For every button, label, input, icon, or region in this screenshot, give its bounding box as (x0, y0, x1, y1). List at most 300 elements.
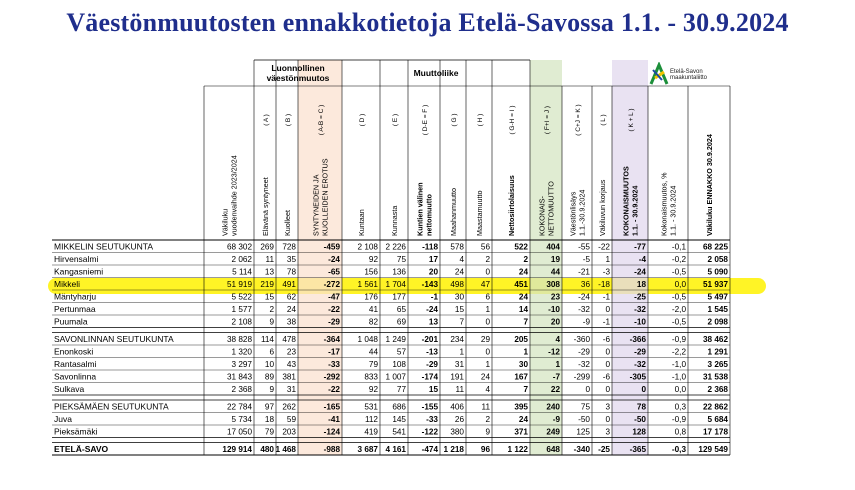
table-cell: 38 828 (226, 335, 252, 344)
table-row-name: Mikkeli (54, 279, 80, 289)
table-cell: 2 (485, 415, 490, 424)
table-cell: 205 (514, 335, 528, 344)
table-cell: -143 (421, 280, 438, 289)
table-cell: 68 225 (702, 242, 728, 252)
table-cell: 5 090 (707, 267, 728, 277)
table-cell: -272 (323, 280, 340, 289)
table-cell: 15 (454, 305, 464, 314)
table-cell: 35 (286, 255, 296, 264)
table-cell: -360 (573, 335, 590, 344)
table-cell: 79 (264, 427, 274, 437)
table-cell: 11 (265, 255, 274, 264)
column-header-label: Väkiluvun korjaus (598, 179, 607, 236)
table-cell: -0,9 (671, 415, 686, 424)
table-cell: 9 (485, 427, 490, 437)
table-cell: 29 (480, 335, 490, 344)
table-cell: 1 320 (231, 347, 252, 357)
table-cell: 156 (364, 267, 378, 277)
table-cell: 234 (450, 335, 464, 344)
table-cell: 203 (282, 427, 296, 437)
table-cell: -0,3 (671, 445, 686, 454)
table-cell: -9 (552, 415, 560, 424)
table-cell: 75 (396, 255, 406, 264)
column-letter: ( C+J = K ) (575, 104, 582, 136)
table-cell: 191 (450, 372, 464, 382)
table-cell: 6 (485, 292, 490, 302)
table-cell: 269 (260, 242, 274, 252)
table-cell: 65 (396, 305, 406, 314)
table-row-name: MIKKELIN SEUTUKUNTA (54, 241, 154, 252)
table-cell: -459 (323, 242, 340, 252)
table-cell: 1 (605, 255, 610, 264)
table-cell: 0,0 (674, 385, 686, 394)
table-cell: 24 (286, 305, 296, 314)
table-cell: 108 (392, 360, 406, 369)
table-cell: -6 (602, 335, 610, 344)
table-cell: -32 (578, 305, 590, 314)
table-cell: 0 (485, 317, 490, 327)
table-cell: 2 (523, 255, 528, 264)
table-cell: 1 249 (385, 335, 406, 344)
table-cell: 51 937 (702, 280, 728, 289)
table-cell: 129 549 (698, 445, 728, 454)
table-cell: -155 (421, 402, 438, 412)
table-cell: 7 (523, 385, 528, 394)
table-cell: 0 (605, 360, 610, 369)
table-cell: -118 (422, 242, 438, 252)
table-cell: 176 (364, 292, 378, 302)
table-cell: 7 (459, 317, 464, 327)
table-cell: 4 161 (385, 445, 406, 454)
table-row-name: Pieksämäki (54, 426, 98, 437)
table-cell: -474 (421, 445, 438, 454)
table-row-name: Juva (54, 414, 72, 424)
table-cell: 36 (580, 280, 590, 289)
column-letter: ( A-B = C ) (318, 104, 325, 136)
table-cell: 11 (481, 402, 490, 412)
column-header-label: Kuolleet (283, 210, 292, 236)
table-cell: 833 (364, 372, 378, 382)
table-cell: 308 (546, 280, 560, 289)
table-cell: 5 497 (707, 292, 728, 302)
table-cell: 57 (396, 347, 406, 357)
table-cell: -364 (323, 335, 340, 344)
table-cell: 17 (428, 255, 438, 264)
table-cell: -29 (426, 360, 438, 369)
table-cell: 145 (392, 415, 406, 424)
table-cell: 38 462 (702, 335, 728, 344)
table-cell: 419 (364, 427, 378, 437)
table-cell: 17 050 (226, 427, 252, 437)
table-cell: 125 (576, 427, 590, 437)
table-cell: 13 (428, 317, 438, 327)
table-cell: 480 (260, 445, 274, 454)
table-cell: 18 (264, 415, 274, 424)
table-cell: -0,5 (671, 317, 686, 327)
table-cell: 1 (485, 360, 490, 369)
table-cell: -13 (426, 347, 438, 357)
column-header-label: Maastamuutto (475, 190, 484, 236)
table-cell: 9 (269, 385, 274, 394)
table-row-name: ETELÄ-SAVO (54, 444, 109, 454)
table-cell: 0 (605, 347, 610, 357)
table-cell: 2 368 (231, 385, 252, 394)
table-cell: 3 (605, 402, 610, 412)
table-cell: 11 (455, 385, 464, 394)
table-cell: 404 (546, 242, 560, 252)
table-cell: 3 (605, 427, 610, 437)
table-cell: -22 (598, 242, 610, 252)
column-header-label: Kokonaismuutos, % (659, 172, 669, 236)
table-cell: 6 (269, 347, 274, 357)
column-header-label: Väkiluku ENNAKKO 30.9.2024 (705, 134, 714, 236)
column-header-label: KOKONAISMUUTOS (621, 166, 631, 236)
table-cell: -174 (421, 372, 438, 382)
table-cell: 1 577 (231, 305, 252, 314)
table-cell: 0 (605, 415, 610, 424)
table-cell: -21 (578, 267, 590, 277)
table-cell: 5 114 (232, 267, 252, 277)
table-cell: 13 (264, 267, 274, 277)
column-header-label: Maahanmuutto (449, 188, 458, 236)
table-cell: 78 (286, 267, 296, 277)
table-cell: 30 (454, 292, 464, 302)
table-cell: -201 (421, 335, 438, 344)
table-cell: -4 (638, 255, 646, 264)
table-cell: 129 914 (222, 445, 252, 454)
column-letter: ( K + L ) (628, 108, 635, 132)
table-cell: 128 (632, 427, 646, 437)
table-cell: 249 (546, 427, 560, 437)
table-cell: 5 684 (707, 415, 728, 424)
table-cell: 2 058 (707, 255, 728, 264)
table-cell: 1 561 (357, 280, 378, 289)
table-cell: 4 (485, 385, 490, 394)
table-cell: -29 (578, 347, 590, 357)
table-cell: 20 (550, 317, 560, 327)
table-cell: 2 062 (231, 255, 252, 264)
table-cell: 0,8 (674, 427, 686, 437)
column-header-label: Nettosiirtolaisuus (507, 175, 516, 236)
table-cell: 44 (368, 347, 378, 357)
table-cell: -2,2 (671, 347, 686, 357)
column-letter: ( A ) (263, 114, 270, 126)
table-cell: 77 (396, 385, 406, 394)
table-cell: 24 (518, 292, 528, 302)
table-cell: 3 297 (231, 360, 252, 369)
table-row-name: Puumala (54, 316, 88, 327)
table-cell: 2 (485, 255, 490, 264)
table-cell: -365 (629, 445, 646, 454)
table-cell: 23 (286, 347, 296, 357)
table-cell: 75 (580, 402, 590, 412)
table-cell: 2 226 (385, 242, 406, 252)
table-cell: -77 (634, 242, 646, 252)
column-letter: ( F+I = J ) (544, 105, 551, 135)
table-cell: 97 (264, 402, 274, 412)
table-cell: 0,3 (674, 402, 686, 412)
table-cell: 10 (264, 360, 274, 369)
table-cell: 4 (555, 335, 560, 344)
table-cell: 728 (282, 242, 296, 252)
table-cell: -988 (323, 445, 340, 454)
table-cell: 51 919 (226, 280, 252, 289)
table-cell: 240 (546, 402, 560, 412)
column-header-label: Väkiluku (220, 208, 230, 236)
column-header-label: KOKONAIS- (537, 196, 547, 236)
table-cell: -2,0 (671, 305, 686, 314)
table-cell: 0 (585, 385, 590, 394)
table-cell: 136 (392, 267, 406, 277)
table-cell: 1 (523, 347, 528, 357)
table-cell: -25 (598, 445, 610, 454)
table-cell: -122 (421, 427, 438, 437)
column-header-label: 1.1.-30.9.2024 (577, 189, 587, 236)
table-cell: -32 (578, 360, 590, 369)
group-header-natural: Luonnollinen (271, 63, 325, 73)
table-cell: -10 (548, 305, 560, 314)
table-cell: 1 468 (275, 445, 296, 454)
table-cell: -5 (582, 255, 590, 264)
table-row-name: Savonlinna (54, 371, 97, 382)
table-cell: -1 (602, 317, 610, 327)
column-header-label: NETTOMUUTTO (546, 181, 556, 236)
page-title: Väestönmuutosten ennakkotietoja Etelä-Savossa 1.1. - 30.9.2024 (66, 8, 789, 37)
table-row-name: Enonkoski (54, 346, 94, 357)
table-cell: -3 (602, 267, 610, 277)
table-cell: 1 (485, 305, 490, 314)
table-row-name: Mäntyharju (54, 291, 97, 302)
table-cell: -50 (634, 415, 646, 424)
table-cell: 406 (450, 402, 464, 412)
table-cell: -0,9 (671, 335, 686, 344)
table-cell: 9 (269, 317, 274, 327)
table-cell: -165 (323, 402, 340, 412)
table-cell: 22 (550, 385, 560, 394)
table-cell: 112 (364, 415, 378, 424)
table-cell: -24 (426, 305, 438, 314)
table-cell: 1 291 (707, 347, 728, 357)
table-cell: 522 (514, 242, 528, 252)
table-cell: -124 (323, 427, 340, 437)
table-cell: 3 687 (357, 445, 378, 454)
table-cell: 1 704 (385, 280, 406, 289)
table-cell: 5 734 (231, 415, 252, 424)
table-cell: -1 (430, 292, 438, 302)
table-cell: -292 (323, 372, 340, 382)
table-row-name: Rantasalmi (54, 359, 97, 369)
table-row-name: SAVONLINNAN SEUTUKUNTA (54, 334, 174, 344)
table-cell: 177 (392, 292, 406, 302)
table-cell: -0,5 (671, 267, 686, 277)
table-cell: -25 (634, 292, 646, 302)
table-cell: 56 (480, 242, 490, 252)
table-cell: 18 (636, 280, 646, 289)
table-cell: 59 (286, 415, 296, 424)
table-cell: -7 (552, 372, 560, 382)
column-header-label: 1.1. - 30.9.2024 (668, 185, 678, 236)
table-cell: 92 (368, 255, 378, 264)
table-cell: 1 545 (707, 305, 728, 314)
table-cell: -32 (634, 360, 646, 369)
table-cell: -366 (629, 335, 646, 344)
table-cell: 82 (368, 317, 378, 327)
group-header-migration: Muuttoliike (413, 68, 459, 78)
table-cell: -1 (602, 292, 610, 302)
table-cell: -299 (573, 372, 590, 382)
table-cell: 19 (550, 255, 560, 264)
table-row-name: Hirvensalmi (54, 254, 99, 264)
table-cell: 78 (636, 402, 646, 412)
table-cell: 22 862 (702, 402, 728, 412)
table-cell: -0,5 (671, 292, 686, 302)
table-cell: 24 (454, 267, 464, 277)
table-cell: 395 (514, 402, 528, 412)
table-cell: 2 108 (231, 317, 252, 327)
table-cell: 262 (282, 402, 296, 412)
column-letter: ( G-H = I ) (509, 105, 516, 135)
table-cell: -340 (573, 445, 590, 454)
column-header-label: Väestönlisäys (568, 191, 578, 236)
logo-line-2: maakuntaliitto (670, 75, 708, 81)
column-header-label: vuodenvaihde 2023/2024 (229, 155, 239, 236)
table-cell: 0,0 (674, 280, 686, 289)
column-letter: ( D ) (359, 113, 366, 127)
column-letter: ( L ) (600, 114, 607, 126)
table-cell: 23 (550, 292, 560, 302)
table-cell: 31 538 (702, 372, 728, 382)
table-cell: 531 (364, 402, 378, 412)
table-cell: 1 (555, 360, 560, 369)
table-cell: 17 178 (702, 427, 728, 437)
table-cell: -0,1 (671, 242, 686, 252)
table-row-name: PIEKSÄMÄEN SEUTUKUNTA (54, 401, 169, 412)
table-cell: 1 218 (443, 445, 464, 454)
table-cell: 5 522 (231, 292, 252, 302)
table-cell: 24 (518, 415, 528, 424)
table-cell: -55 (578, 242, 590, 252)
table-cell: 4 (459, 255, 464, 264)
column-header-label: KUOLLEIDEN EROTUS (320, 158, 330, 236)
table-cell: -32 (634, 305, 646, 314)
table-cell: -17 (328, 347, 340, 357)
table-cell: -24 (634, 267, 646, 277)
table-cell: 15 (264, 292, 274, 302)
table-cell: 2 (269, 305, 274, 314)
table-cell: 7 (523, 317, 528, 327)
table-cell: 89 (264, 372, 274, 382)
table-cell: 14 (518, 305, 528, 314)
column-header-label: Kuntaan (357, 209, 366, 236)
table-cell: 498 (450, 280, 464, 289)
table-cell: 31 843 (226, 372, 252, 382)
table-cell: 15 (428, 385, 438, 394)
table-cell: 648 (546, 445, 560, 454)
table-cell: 1 048 (357, 335, 378, 344)
table-cell: 0 (605, 385, 610, 394)
table-cell: 62 (286, 292, 296, 302)
logo-line-1: Etelä-Savon (670, 69, 703, 75)
column-header-label: SYNTYNEIDEN JA (311, 174, 321, 236)
table-row-name: Pertunmaa (54, 304, 96, 314)
table-cell: 24 (518, 267, 528, 277)
group-header-natural: väestönmuutos (266, 73, 330, 83)
table-cell: 26 (454, 415, 464, 424)
table-cell: 30 (518, 360, 528, 369)
table-cell: -24 (328, 255, 340, 264)
table-cell: 0 (641, 385, 646, 394)
table-cell: -41 (328, 415, 340, 424)
table-cell: 371 (514, 427, 528, 437)
table-cell: 2 368 (707, 385, 728, 394)
table-cell: 219 (260, 280, 274, 289)
table-cell: 41 (368, 305, 378, 314)
table-cell: 2 108 (357, 242, 378, 252)
table-cell: -18 (598, 280, 610, 289)
column-header-label: nettomuutto (424, 194, 434, 236)
table-cell: 451 (514, 280, 528, 289)
table-cell: 491 (282, 280, 296, 289)
table-cell: 43 (286, 360, 296, 369)
table-cell: -22 (328, 305, 340, 314)
table-cell: 1 122 (507, 445, 528, 454)
table-cell: 167 (514, 372, 528, 382)
table-cell: -22 (328, 385, 340, 394)
table-cell: 22 784 (226, 402, 252, 412)
table-cell: 2 098 (707, 317, 728, 327)
table-cell: 3 265 (707, 360, 728, 369)
table-cell: 686 (392, 402, 406, 412)
column-letter: ( D-E = F ) (422, 104, 429, 136)
table-cell: 68 302 (226, 242, 252, 252)
table-cell: 31 (286, 385, 296, 394)
table-cell: 47 (480, 280, 490, 289)
column-letter: ( B ) (285, 113, 292, 127)
table-cell: -50 (578, 415, 590, 424)
table-cell: 38 (286, 317, 296, 327)
table-cell: -65 (328, 267, 340, 277)
column-header-label: 1.1. - 30.9.2024 (630, 185, 640, 236)
column-letter: ( E ) (392, 113, 399, 127)
table-cell: 44 (550, 267, 560, 277)
table-cell: -47 (328, 292, 340, 302)
table-cell: 92 (368, 385, 378, 394)
table-cell: 1 (459, 347, 464, 357)
table-cell: 69 (396, 317, 406, 327)
table-row-name: Sulkava (54, 384, 85, 394)
table-cell: 0 (485, 347, 490, 357)
table-cell: 478 (282, 335, 296, 344)
table-cell: -1,0 (671, 360, 686, 369)
table-row-name: Kangasniemi (54, 266, 104, 277)
column-header-label: Kunnasta (390, 205, 399, 236)
table-cell: 0 (485, 267, 490, 277)
table-cell: 20 (428, 267, 438, 277)
table-cell: -1,0 (671, 372, 686, 382)
table-cell: -29 (634, 347, 646, 357)
table-cell: -12 (548, 347, 560, 357)
table-cell: 0 (605, 305, 610, 314)
table-cell: -0,2 (671, 255, 686, 264)
table-cell: 31 (454, 360, 464, 369)
table-cell: 380 (450, 427, 464, 437)
table-cell: 79 (368, 360, 378, 369)
table-cell: 541 (392, 427, 406, 437)
table-cell: -6 (602, 372, 610, 382)
table-cell: 1 007 (385, 372, 406, 382)
table-cell: 24 (480, 372, 490, 382)
column-letter: ( G ) (451, 113, 458, 127)
